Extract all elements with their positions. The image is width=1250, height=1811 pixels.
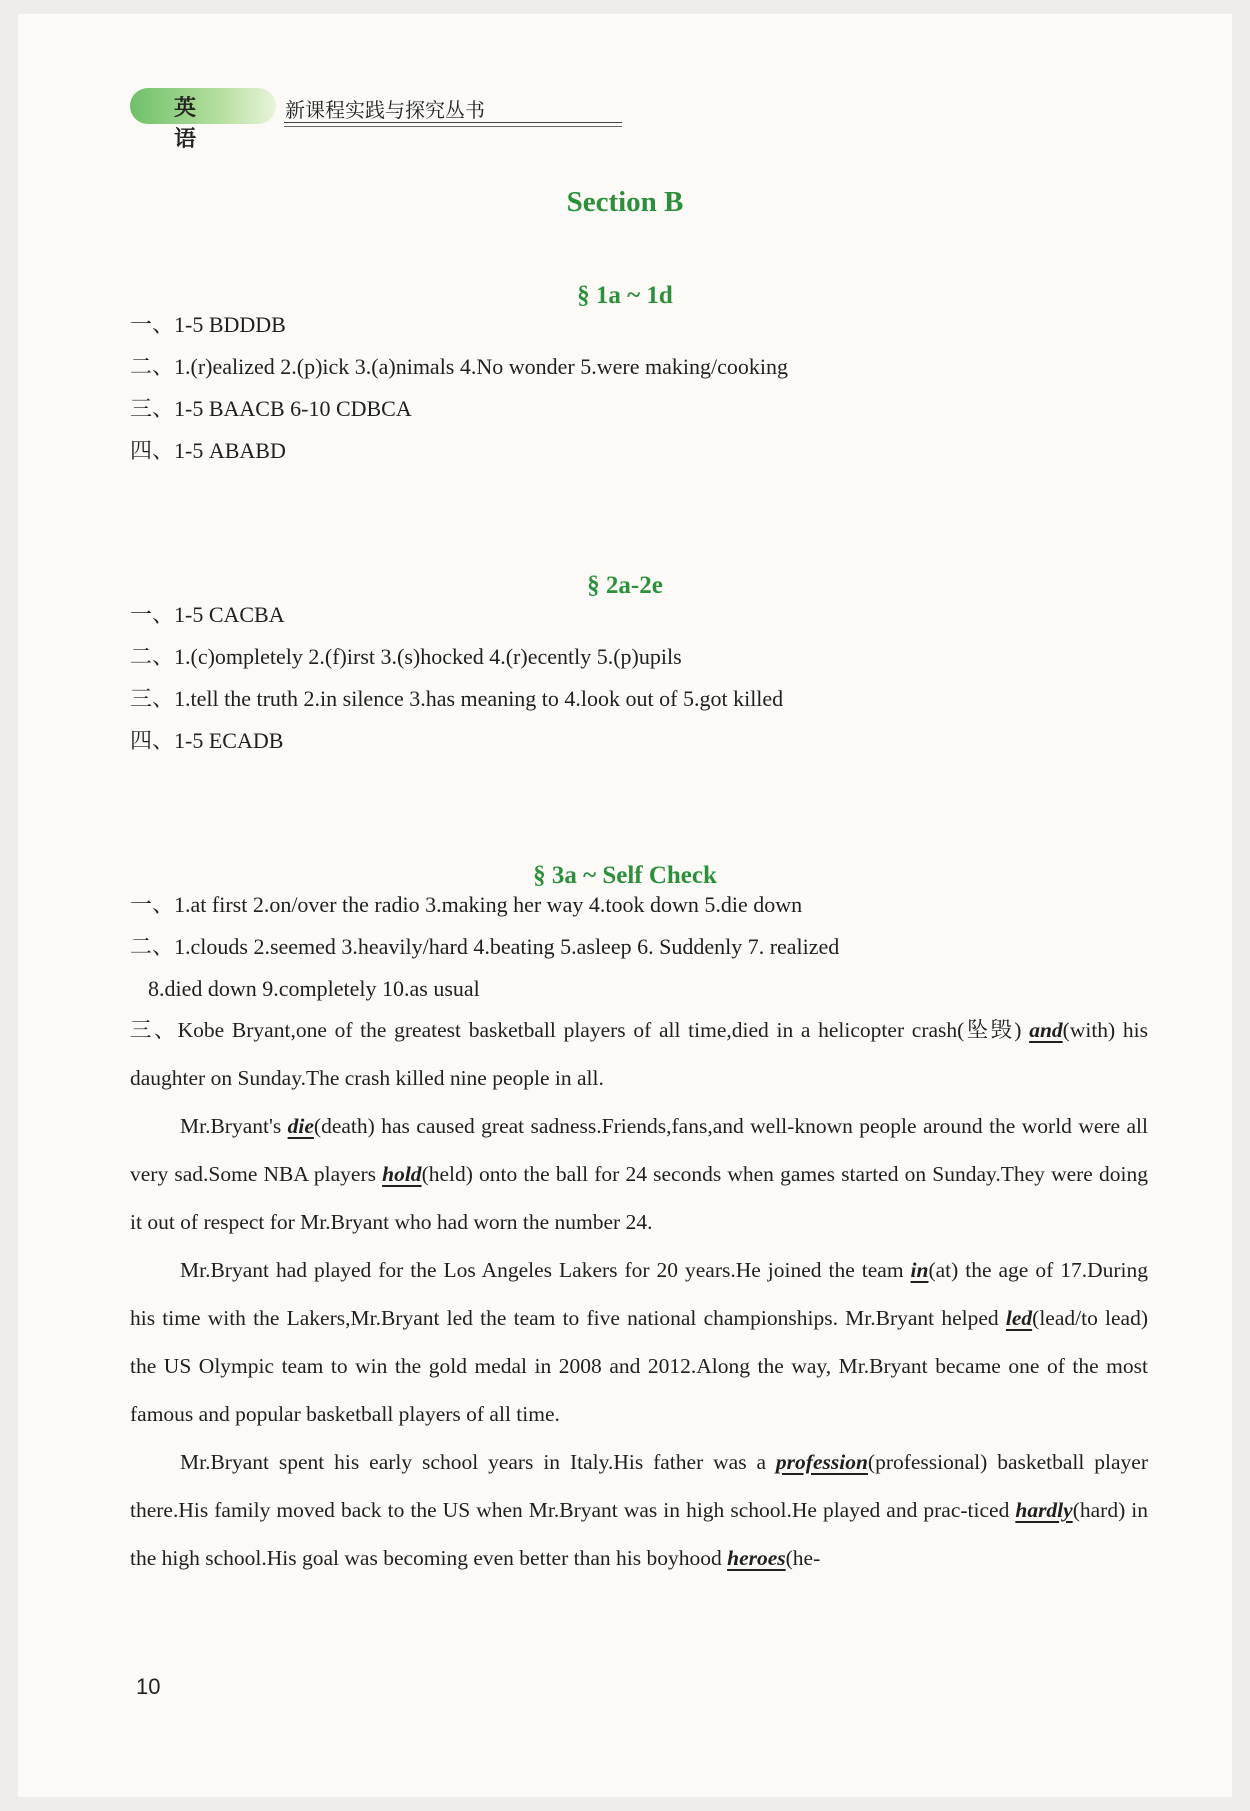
- passage-paragraph-2: [130, 1102, 1148, 1246]
- passage-text: (death) has caused great sadness.Friends,fans,and well-known people around the world were all very sad.Some NBA players: [130, 1114, 1148, 1186]
- answer-line: 二、1.(c)ompletely 2.(f)irst 3.(s)hocked 4.(r)ecently 5.(p)upils: [130, 644, 682, 669]
- passage-text: (at) the age of 17.During his time with the Lakers,Mr.Bryant led the team to five national championships. Mr.Bryant helped: [130, 1258, 1148, 1330]
- answer-word: hardly: [1015, 1498, 1073, 1522]
- header-rule-thin: [284, 126, 622, 127]
- part-heading-1a-1d: § 1a ~ 1d: [577, 282, 673, 309]
- answer-word: and: [1029, 1018, 1063, 1042]
- passage-text: (held) onto the ball for 24 seconds when games started on Sunday.They were doing it out of respect for Mr.Bryant who had worn the number 24.: [130, 1162, 1148, 1234]
- passage-text: Mr.Bryant had played for the Los Angeles Lakers for 20 years.He joined the team: [180, 1258, 911, 1282]
- page: [18, 14, 1232, 1797]
- answer-line: 一、1.at first 2.on/over the radio 3.making her way 4.took down 5.die down: [130, 892, 803, 917]
- header-rule: [284, 122, 622, 123]
- series-title: 新课程实践与探究丛书: [285, 98, 485, 122]
- answer-word: hold: [382, 1162, 422, 1186]
- passage-text: (professional) basketball player there.His family moved back to the US when Mr.Bryant was in high school.He played and prac-ticed: [130, 1450, 1148, 1522]
- part-heading-2a-2e: § 2a-2e: [587, 572, 663, 599]
- answer-line: 一、1-5 BDDDB: [130, 312, 286, 337]
- page-number: 10: [136, 1674, 161, 1699]
- answer-word: heroes: [727, 1546, 786, 1570]
- answer-word: in: [910, 1258, 929, 1282]
- passage-paragraph-4: [130, 1438, 1148, 1582]
- passage-text: 三、Kobe Bryant,one of the greatest basketball players of all time,died in a helicopter crash(坠毁): [130, 1018, 1030, 1042]
- answer-line: 二、1.clouds 2.seemed 3.heavily/hard 4.beating 5.asleep 6. Suddenly 7. realized: [130, 934, 840, 959]
- subject-label: 英语: [174, 96, 201, 152]
- answer-line: 四、1-5 ECADB: [130, 728, 284, 753]
- passage-text: (with) his daughter on Sunday.The crash killed nine people in all.: [130, 1018, 1148, 1090]
- answer-word: profession: [775, 1450, 868, 1474]
- subject-badge: [130, 88, 276, 124]
- answer-line: 三、1-5 BAACB 6-10 CDBCA: [130, 396, 412, 421]
- passage-text: (lead/to lead) the US Olympic team to win the gold medal in 2008 and 2012.Along the way, Mr.Bryant became one of the most famous and popular basketball players of all time.: [130, 1306, 1148, 1426]
- answer-word: die: [287, 1114, 314, 1138]
- answer-line: 四、1-5 ABABD: [130, 438, 286, 463]
- answer-line: 8.died down 9.completely 10.as usual: [148, 976, 480, 1001]
- passage-paragraph-1: [130, 1006, 1148, 1102]
- answer-word: led: [1005, 1306, 1033, 1330]
- answer-line: 三、1.tell the truth 2.in silence 3.has meaning to 4.look out of 5.got killed: [130, 686, 784, 711]
- answer-line: 一、1-5 CACBA: [130, 602, 285, 627]
- passage-text: (he-: [785, 1546, 821, 1570]
- section-title: Section B: [566, 186, 684, 218]
- passage-text: (hard) in the high school.His goal was becoming even better than his boyhood: [130, 1498, 1148, 1570]
- passage-text: Mr.Bryant's: [180, 1114, 288, 1138]
- answer-line: 二、1.(r)ealized 2.(p)ick 3.(a)nimals 4.No wonder 5.were making/cooking: [130, 354, 788, 379]
- passage-paragraph-3: [130, 1246, 1148, 1438]
- part-heading-3a-self-check: § 3a ~ Self Check: [533, 862, 717, 889]
- passage-text: Mr.Bryant spent his early school years in Italy.His father was a: [180, 1450, 776, 1474]
